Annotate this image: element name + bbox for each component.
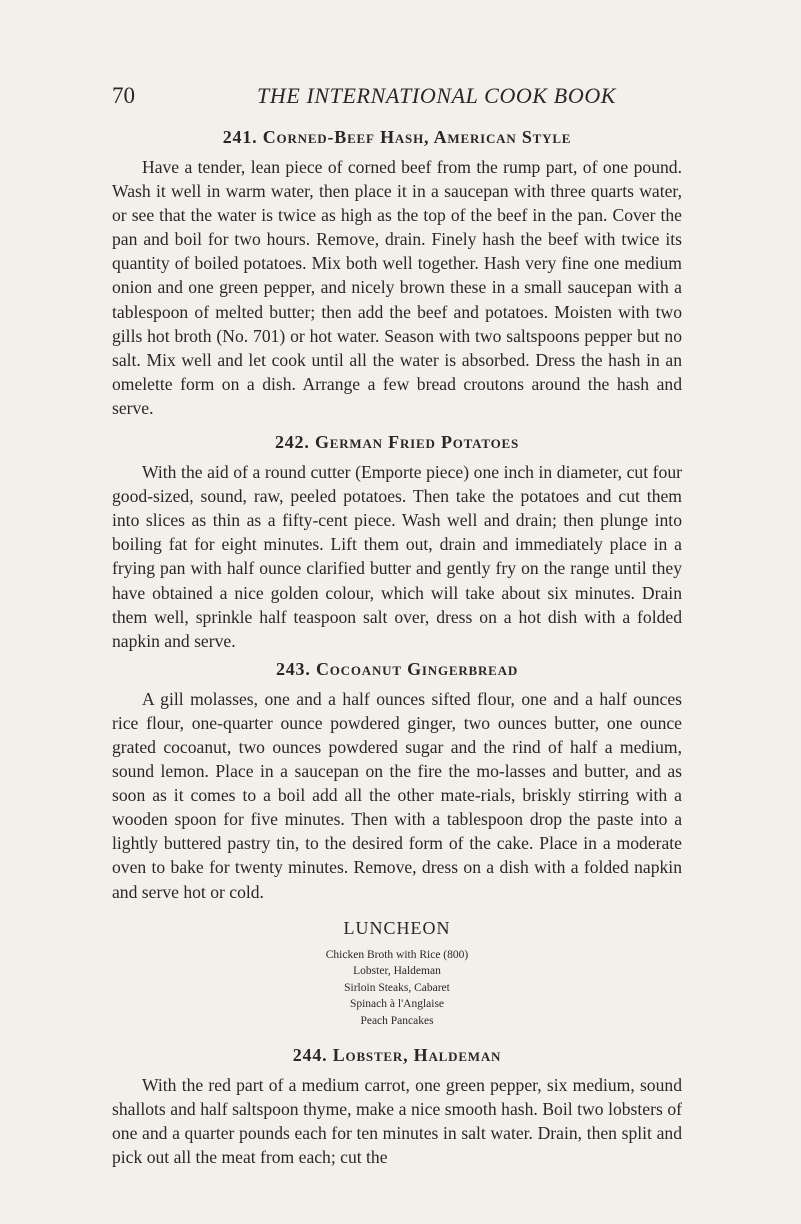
recipe-title: 243. Cocoanut Gingerbread bbox=[275, 658, 519, 679]
menu-item: Lobster, Haldeman bbox=[353, 965, 441, 978]
menu-item: Peach Pancakes bbox=[360, 1014, 434, 1027]
recipe-title: 241. Corned-Beef Hash, American Style bbox=[222, 127, 572, 147]
running-title: THE INTERNATIONAL COOK BOOK bbox=[257, 83, 617, 108]
menu-item: Sirloin Steaks, Cabaret bbox=[344, 981, 450, 994]
recipe-body: Have a tender, lean piece of corned beef from the rump part, of one pound. Wash it well in warm water, then place it in a saucepan with three quarts water, or see that the water is twice as high as the top of the beef in the pan. Cover the pan and boil for two hours. Remove, drain. Finely hash the beef with twice its quantity of boiled potatoes. Mix both well together. Hash very fine one medium onion and one green pepper, and nicely brown these in a small saucepan with a tablespoon of melted butter; then add the beef and potatoes. Moisten with two gills hot broth (No. 701) or hot water. Season with two saltspoons pepper but no salt. Mix well and let cook until all the water is absorbed. Dress the hash in an omelette form on a dish. Arrange a few bread croutons around the hash and serve. bbox=[112, 157, 682, 418]
recipe-body: A gill molasses, one and a half ounces sifted flour, one and a half ounces rice flour, one-quarter ounce powdered ginger, two ounces butter, one ounce grated cocoanut, two ounces powdered sugar and the rind of half a medium, sound lemon. Place in a saucepan on the fire the mo-lasses and butter, and as soon as it comes to a boil add all the other mate-rials, briskly stirring with a wooden spoon for five minutes. Then with a tablespoon drop the paste into a lightly buttered pastry tin, to the desired form of the cake. Place in a moderate oven to bake for twenty minutes. Remove, dress on a dish with a folded napkin and serve hot or cold. bbox=[112, 688, 682, 902]
recipe-242 bbox=[112, 430, 682, 653]
menu-item: Spinach à l'Anglaise bbox=[349, 998, 445, 1011]
recipe-title: 244. Lobster, Haldeman bbox=[292, 1045, 502, 1066]
page-number: 70 bbox=[112, 83, 135, 108]
recipe-244 bbox=[112, 1043, 682, 1169]
page-header bbox=[112, 83, 689, 113]
menu-heading: LUNCHEON bbox=[343, 917, 451, 938]
recipe-body: With the red part of a medium carrot, one green pepper, six medium, sound shallots and half saltspoon thyme, make a nice smooth hash. Boil two lobsters of one and a quarter pounds each for ten minutes in salt water. Drain, then split and pick out all the meat from each; cut the bbox=[112, 1075, 682, 1168]
recipe-title: 242. German Fried Potatoes bbox=[274, 432, 520, 453]
recipe-243 bbox=[112, 657, 682, 904]
recipe-body: With the aid of a round cutter (Emporte piece) one inch in diameter, cut four good-sized, sound, raw, peeled potatoes. Then take the potatoes and cut them into slices as thin as a fifty-cent piece. Wash well and drain; then plunge into boiling fat for eight minutes. Lift them out, drain and immediately place in a frying pan with half ounce clarified butter and gently fry on the range until they have obtained a nice golden colour, which will take about six minutes. Drain them well, sprinkle half teaspoon salt over, dress on a hot dish with a folded napkin and serve. bbox=[112, 462, 682, 651]
recipe-241 bbox=[112, 125, 682, 420]
menu-item: Chicken Broth with Rice (800) bbox=[325, 948, 469, 961]
page-content bbox=[112, 125, 682, 1170]
luncheon-menu bbox=[112, 918, 682, 1030]
